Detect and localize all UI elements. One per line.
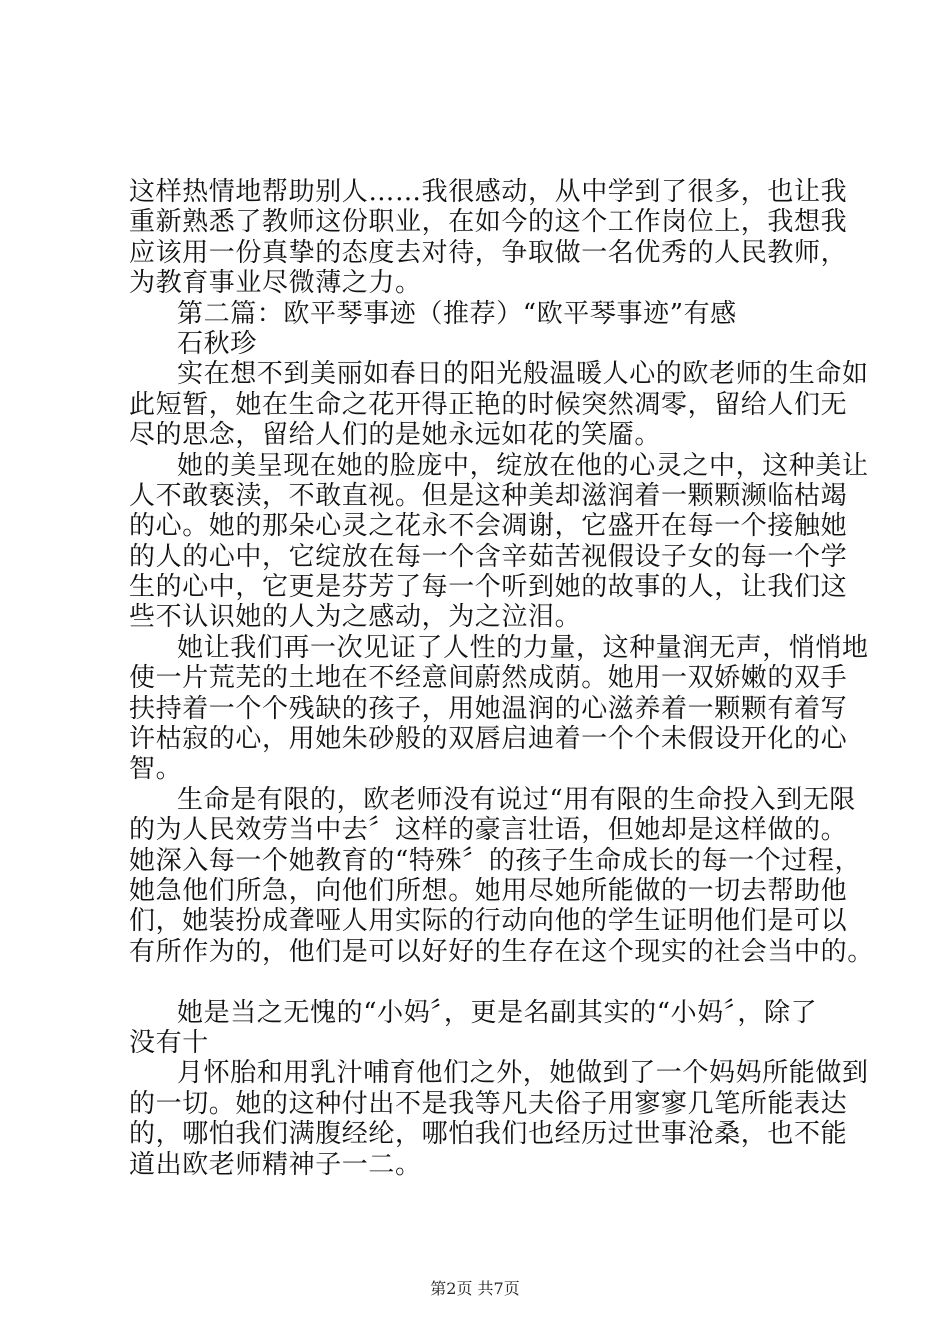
text-line: 她的美呈现在她的脸庞中，绽放在他的心灵之中，这种美让 [177,450,869,481]
text-line: 些不认识她的人为之感动，为之泣泪。 [129,602,582,633]
text-line: 的为人民效劳当中去〞这样的豪言壮语，但她却是这样做的。 [129,815,848,846]
text-line: 她深入每一个她教育的“特殊〞的孩子生命成长的每一个过程， [129,845,862,876]
text-line: 她急他们所急，向他们所想。她用尽她所能做的一切去帮助他 [129,875,848,906]
text-line: 应该用一份真挚的态度去对待，争取做一名优秀的人民教师， [129,237,848,268]
text-line: 们，她装扮成聋哑人用实际的行动向他的学生证明他们是可以 [129,906,848,937]
text-line: 生命是有限的，欧老师没有说过“用有限的生命投入到无限 [177,784,856,815]
text-line: 没有十 [129,1027,209,1058]
text-line: 人不敢亵渎，不敢直视。但是这种美却滋润着一颗颗濒临枯竭 [129,480,848,511]
text-line: 的一切。她的这种付出不是我等凡夫俗子用寥寥几笔所能表达 [129,1088,848,1119]
text-line: 月怀胎和用乳汁哺育他们之外，她做到了一个妈妈所能做到 [177,1058,869,1089]
text-line: 生的心中，它更是芬芳了每一个听到她的故事的人，让我们这 [129,572,848,603]
text-line: 许枯寂的心，用她朱砂般的双唇启迪着一个个未假设开化的心 [129,724,848,755]
text-line: 石秋珍 [177,328,257,359]
blank-line [129,967,844,997]
text-line: 道出欧老师精神子一二。 [129,1149,422,1180]
text-line: 这样热情地帮助别人……我很感动，从中学到了很多，也让我 [129,177,848,207]
text-line: 使一片荒芜的土地在不经意间蔚然成荫。她用一双娇嫩的双手 [129,663,848,694]
text-line: 重新熟悉了教师这份职业，在如今的这个工作岗位上，我想我 [129,207,848,238]
document-body [129,177,874,1180]
text-line: 的，哪怕我们满腹经纶，哪怕我们也经历过世事沧桑，也不能 [129,1119,848,1150]
text-line: 她让我们再一次见证了人性的力量，这种量润无声，悄悄地 [177,632,869,663]
text-line: 此短暂，她在生命之花开得正艳的时候突然凋零，留给人们无 [129,389,848,420]
text-line: 智。 [129,754,183,785]
text-line: 有所作为的，他们是可以好好的生存在这个现实的社会当中的。 [129,936,874,967]
text-line: 第二篇：欧平琴事迹（推荐）“欧平琴事迹”有感 [177,298,737,329]
text-line: 扶持着一个个残缺的孩子，用她温润的心滋养着一颗颗有着写 [129,693,848,724]
text-line: 尽的思念，留给人们的是她永远如花的笑靥。 [129,420,662,451]
text-line: 她是当之无愧的“小妈〞，更是名副其实的“小妈〞，除了 [177,997,818,1028]
text-line: 实在想不到美丽如春日的阳光般温暖人心的欧老师的生命如 [177,359,869,390]
text-line: 的人的心中，它绽放在每一个含辛茹苦视假设子女的每一个学 [129,541,848,572]
text-line: 为教育事业尽微薄之力。 [129,268,422,299]
page-footer: 第2页 共7页 [430,1279,520,1298]
text-line: 的心。她的那朵心灵之花永不会凋谢，它盛开在每一个接触她 [129,511,848,542]
